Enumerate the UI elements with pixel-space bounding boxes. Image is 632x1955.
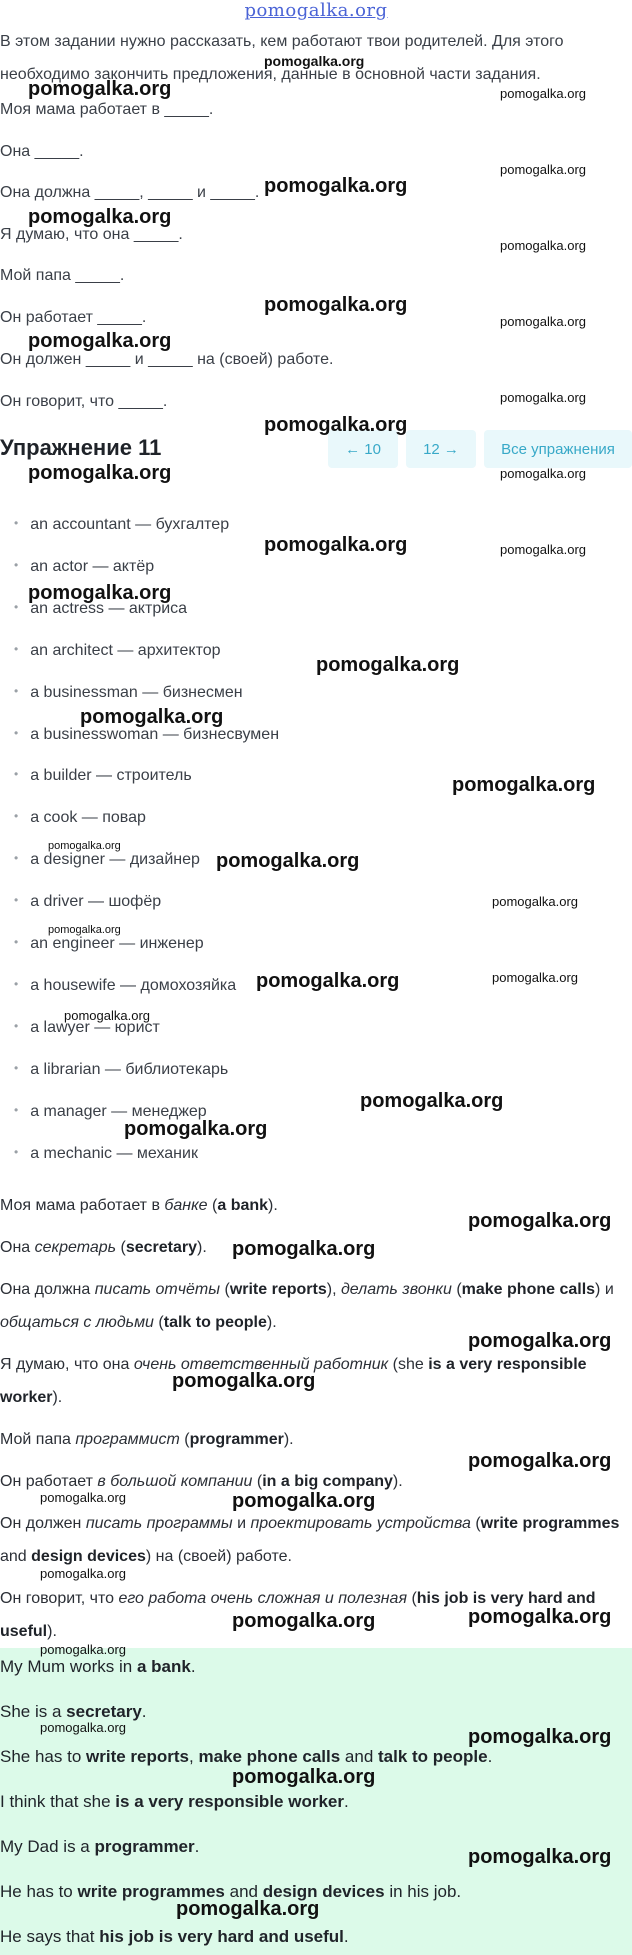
watermark: pomogalka.org — [468, 1846, 612, 1868]
answer-line: Она секретарь (secretary). — [0, 1239, 207, 1256]
watermark: pomogalka.org — [172, 1370, 316, 1392]
list-item: • a businesswoman — бизнесвумен — [14, 726, 280, 743]
watermark: pomogalka.org — [80, 706, 224, 728]
watermark: pomogalka.org — [316, 654, 460, 676]
answer-line: useful). — [0, 1623, 57, 1640]
answer-line: She is a secretary. — [0, 1702, 147, 1721]
watermark: pomogalka.org — [500, 314, 586, 329]
watermark: pomogalka.org — [468, 1606, 612, 1628]
answer-line: and design devices) на (своей) работе. — [0, 1548, 292, 1565]
list-item: • a librarian — библиотекарь — [14, 1061, 229, 1078]
next-exercise-button[interactable]: 12 → — [406, 430, 476, 468]
list-item: • an actress — актриса — [14, 600, 188, 617]
list-item: • an accountant — бухгалтер — [14, 516, 230, 533]
list-item: • a designer — дизайнер — [14, 851, 200, 868]
watermark: pomogalka.org — [492, 894, 578, 909]
watermark: pomogalka.org — [28, 330, 172, 352]
list-item: • a housewife — домохозяйка — [14, 977, 237, 994]
task-line: Я думаю, что она _____. — [0, 226, 183, 243]
answer-line: Я думаю, что она очень ответственный работник (she is a very responsible — [0, 1356, 587, 1373]
list-item: • a mechanic — механик — [14, 1145, 198, 1162]
watermark: pomogalka.org — [28, 78, 172, 100]
task-line: Он говорит, что _____. — [0, 393, 168, 410]
task-line: Он должен _____ и _____ на (своей) работе. — [0, 351, 334, 368]
watermark: pomogalka.org — [232, 1610, 376, 1632]
all-exercises-button[interactable]: Все упражнения — [484, 430, 632, 468]
prev-exercise-button[interactable]: ← 10 — [328, 430, 398, 468]
answer-line: worker). — [0, 1389, 63, 1406]
watermark: pomogalka.org — [28, 582, 172, 604]
watermark: pomogalka.org — [468, 1450, 612, 1472]
answer-line: Мой папа программист (programmer). — [0, 1431, 294, 1448]
answer-line: Он работает в большой компании (in a big company). — [0, 1473, 403, 1490]
answer-line: Он говорит, что его работа очень сложная и полезная (his job is very hard and — [0, 1590, 596, 1607]
list-item: • a manager — менеджер — [14, 1103, 207, 1120]
watermark: pomogalka.org — [468, 1726, 612, 1748]
answer-line: Моя мама работает в банке (a bank). — [0, 1197, 278, 1214]
watermark: pomogalka.org — [264, 534, 408, 556]
watermark: pomogalka.org — [500, 238, 586, 253]
watermark: pomogalka.org — [264, 414, 408, 436]
list-item: • a builder — строитель — [14, 767, 192, 784]
site-logo[interactable]: pomogalka.org — [244, 0, 388, 21]
watermark: pomogalka.org — [232, 1766, 376, 1788]
exercise-title: Упражнение 11 — [0, 435, 162, 460]
watermark: pomogalka.org — [468, 1330, 612, 1352]
watermark: pomogalka.org — [500, 86, 586, 101]
watermark: pomogalka.org — [500, 162, 586, 177]
answer-line: общаться с людьми (talk to people). — [0, 1314, 277, 1331]
watermark: pomogalka.org — [500, 466, 586, 481]
answer-line: She has to write reports, make phone calls and talk to people. — [0, 1747, 493, 1766]
watermark: pomogalka.org — [468, 1210, 612, 1232]
task-line: Она должна _____, _____ и _____. — [0, 184, 260, 201]
list-item: • an architect — архитектор — [14, 642, 221, 659]
task-intro-line2: необходимо закончить предложения, данные в основной части задания. — [0, 66, 541, 83]
list-item: • a cook — повар — [14, 809, 146, 826]
watermark: pomogalka.org — [452, 774, 596, 796]
task-line: Мой папа _____. — [0, 267, 125, 284]
list-item: • a lawyer — юрист — [14, 1019, 160, 1036]
answer-line: I think that she is a very responsible worker. — [0, 1792, 349, 1811]
watermark: pomogalka.org — [124, 1118, 268, 1140]
watermark: pomogalka.org — [40, 1566, 126, 1581]
answer-line: He says that his job is very hard and useful. — [0, 1927, 349, 1946]
watermark: pomogalka.org — [28, 206, 172, 228]
watermark: pomogalka.org — [256, 970, 400, 992]
watermark: pomogalka.org — [232, 1238, 376, 1260]
watermark: pomogalka.org — [48, 924, 121, 936]
watermark: pomogalka.org — [500, 542, 586, 557]
watermark: pomogalka.org — [232, 1490, 376, 1512]
watermark: pomogalka.org — [492, 970, 578, 985]
answer-line: My Dad is a programmer. — [0, 1837, 200, 1856]
list-item: • an actor — актёр — [14, 558, 155, 575]
watermark: pomogalka.org — [176, 1898, 320, 1920]
task-intro-line1: В этом задании нужно рассказать, кем работают твои родителей. Для этого — [0, 33, 564, 50]
watermark: pomogalka.org — [40, 1720, 126, 1735]
task-line: Он работает _____. — [0, 309, 147, 326]
watermark: pomogalka.org — [28, 462, 172, 484]
watermark: pomogalka.org — [40, 1642, 126, 1657]
watermark: pomogalka.org — [264, 53, 365, 69]
task-line: Моя мама работает в _____. — [0, 101, 214, 118]
list-item: • a driver — шофёр — [14, 893, 162, 910]
watermark: pomogalka.org — [48, 840, 121, 852]
watermark: pomogalka.org — [264, 294, 408, 316]
answer-line: My Mum works in a bank. — [0, 1657, 196, 1676]
watermark: pomogalka.org — [216, 850, 360, 872]
watermark: pomogalka.org — [264, 175, 408, 197]
answer-line: Он должен писать программы и проектировать устройства (write programmes — [0, 1515, 620, 1532]
answer-line: Она должна писать отчёты (write reports), делать звонки (make phone calls) и — [0, 1281, 614, 1298]
list-item: • an engineer — инженер — [14, 935, 204, 952]
watermark: pomogalka.org — [360, 1090, 504, 1112]
watermark: pomogalka.org — [500, 390, 586, 405]
list-item: • a businessman — бизнесмен — [14, 684, 243, 701]
task-line: Она _____. — [0, 143, 84, 160]
answer-line: He has to write programmes and design devices in his job. — [0, 1882, 462, 1901]
watermark: pomogalka.org — [64, 1008, 150, 1023]
watermark: pomogalka.org — [40, 1490, 126, 1505]
